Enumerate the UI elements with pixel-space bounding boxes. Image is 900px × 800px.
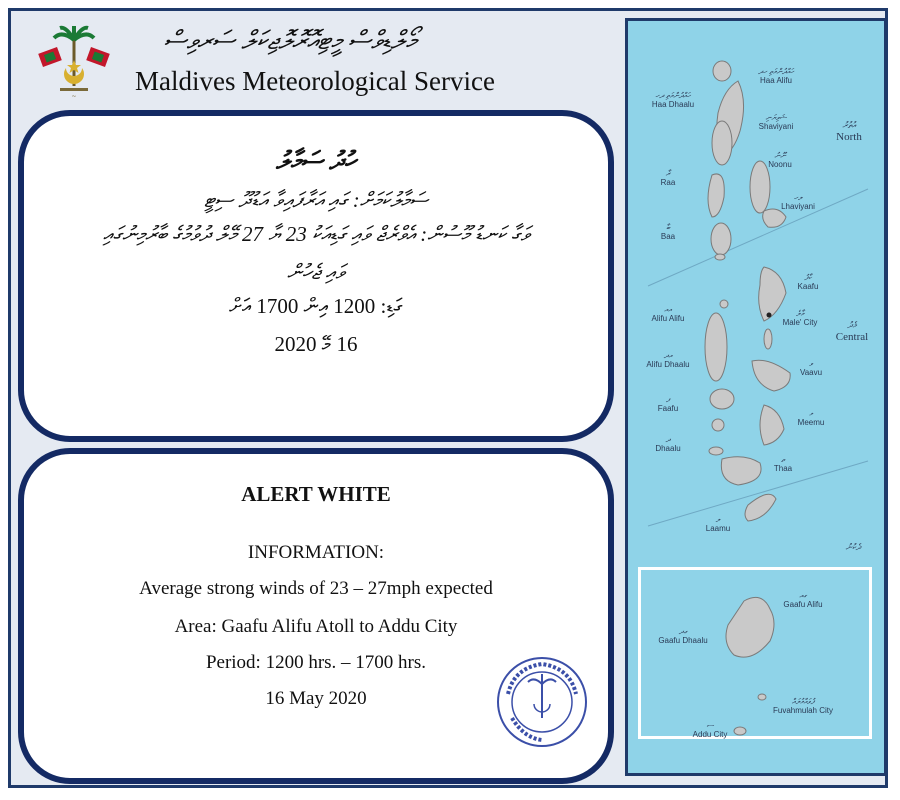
dhivehi-notice-line: ސަމާލުކަމަށް: ގައި އަރާފައިވާ އަޑުދޫ ސިޓީ [203,188,429,212]
map-label: ބާ Baa [660,223,676,241]
winds-description: Average strong winds of 23 – 27mph expected [139,578,493,599]
dhivehi-alert-heading: ހުދު ސަމާލު [275,148,357,175]
map-label: މާލެ Male' City [782,309,818,327]
map-label: ތ Thaa [773,455,793,473]
atoll-map [625,18,887,776]
map-label: ދ Dhaalu [655,435,681,453]
english-notice-box [18,448,614,784]
affected-area: Area: Gaafu Alifu Atoll to Addu City [174,616,458,637]
map-label: ނޫނު Noonu [768,151,792,169]
map-label: ސ Addu City [692,721,728,739]
map-label: އދ Alifu Dhaalu [646,351,690,369]
map-label: ލ Laamu [705,515,731,533]
map-label: މ Meemu [797,409,825,427]
dhivehi-service-title: މޯލްޑިވްސް މީޓިއޮރޮލޮޖިކަލް ސަރވިސް [163,26,417,55]
dhivehi-notice-line: ވައި ޖެހުން [286,260,345,284]
dhivehi-notice-box [18,110,614,442]
region-label-north: އުތުރު North [836,120,862,143]
alert-date: 16 May 2020 [265,688,367,709]
map-label: ފުވައްމުލައް Fuvahmulah City [772,697,834,715]
map-label: ގދ Gaafu Dhaalu [658,627,708,645]
map-label: ގއ Gaafu Alifu [783,591,823,609]
map-label: ކާފު Kaafu [797,273,819,291]
map-label: ޝަވިޔަނި Shaviyani [758,113,794,131]
national-emblem-icon [38,22,110,100]
dhivehi-date: 16 މޭ 2020 [274,332,358,356]
official-seal-icon [494,654,590,750]
dhivehi-period: ގަޑި: 1200 އިން 1700 އަށް [229,294,403,318]
map-label: ހައްދުންމަތި ދހ Haa Dhaalu [651,91,695,109]
svg-text:~: ~ [71,93,77,100]
map-label: ހައްދުންމަތި ހދ Haa Alifu [758,67,794,85]
english-service-title: Maldives Meteorological Service [135,66,495,96]
alert-period: Period: 1200 hrs. – 1700 hrs. [205,652,427,673]
map-label: ރާ Raa [660,169,676,187]
alert-level-heading: ALERT WHITE [241,482,391,506]
map-label: އއ Alifu Alifu [651,305,685,323]
region-label-central: މެދު Central [835,320,869,343]
map-label: ލހ Lhaviyani [781,193,815,211]
information-label: INFORMATION: [247,542,385,563]
region-label-south: ދެކުނު [845,542,861,552]
map-label: ފ Faafu [657,395,679,413]
map-label: ވ Vaavu [799,359,823,377]
dhivehi-notice-line: ވަގާ ކަނޑު މޫސުން: އެވްރެޖް ވައި ގަޑިއަކު 23 ޔާ 27 މޭލް ދުވުމުގެ ބާރުމިނުގައި [102,222,530,246]
